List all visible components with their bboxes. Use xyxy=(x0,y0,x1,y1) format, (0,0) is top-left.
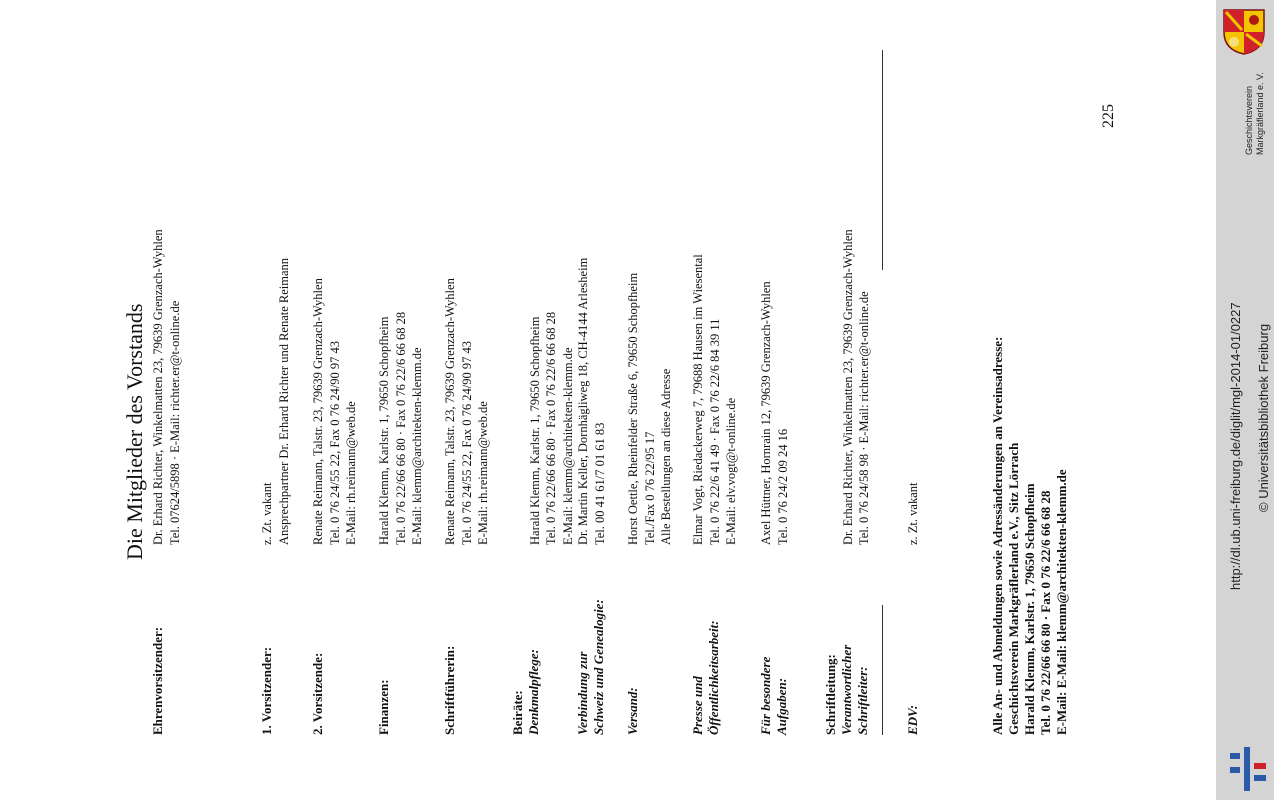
board-role-label xyxy=(823,555,871,735)
board-role-label xyxy=(442,555,458,735)
notice-line: Alle An- und Abmeldungen sowie Adressänderungen an Vereinsadresse: xyxy=(990,336,1005,735)
member-contact xyxy=(575,25,608,545)
board-role-label xyxy=(758,555,790,735)
divider-top xyxy=(882,605,883,735)
board-role-label xyxy=(310,555,326,735)
document-url-link[interactable]: http://dl.ub.uni-freiburg.de/diglit/mgl-2014-01/0227 xyxy=(1228,302,1243,590)
verein-name-line1: Geschichtsverein xyxy=(1244,85,1254,155)
role-label-line: Denkmalpflege: xyxy=(526,649,541,735)
contact-line: E-Mail: klemm@architekten-klemm.de xyxy=(560,347,575,545)
role-label-line: Finanzen: xyxy=(376,679,391,735)
contact-line: Horst Oettle, Rheinfelder Straße 6, 79650 Schopfheim xyxy=(626,272,640,545)
board-role-label xyxy=(376,555,392,735)
board-role-label xyxy=(150,555,166,735)
member-contact xyxy=(310,25,360,545)
notice-line: E-Mail: E-Mail: klemm@architekten-klemm.de xyxy=(1054,469,1069,735)
role-label-line: 2. Vorsitzende: xyxy=(310,652,325,735)
page-title: Die Mitglieder des Vorstands xyxy=(122,303,147,560)
role-label-line: 1. Vorsitzender: xyxy=(259,646,274,735)
contact-line xyxy=(823,25,840,545)
contact-line: z. Zt. vakant xyxy=(906,482,920,545)
member-contact xyxy=(376,25,426,545)
role-label-line: Öffentlichkeitsarbeit: xyxy=(706,620,721,735)
verein-crest-logo xyxy=(1220,6,1268,56)
contact-line: z. Zt. vakant xyxy=(260,482,274,545)
role-label-line: Ehrenvorsitzender: xyxy=(150,626,165,735)
copyright-notice: © Universitätsbibliothek Freiburg xyxy=(1256,323,1271,512)
contact-line xyxy=(510,25,527,545)
contact-line: Tel. 0 76 24/55 22, Fax 0 76 24/90 97 43 xyxy=(459,341,474,545)
contact-line: Dr. Erhard Richter, Winkelmatten 23, 79639 Grenzach-Wyhlen xyxy=(840,229,855,545)
contact-line: Harald Klemm, Karlstr. 1, 79650 Schopfheim xyxy=(377,316,391,545)
contact-line: Tel. 0 76 24/58 98 · E-Mail: richter.er@t-online.de xyxy=(857,291,871,545)
member-contact xyxy=(625,25,675,545)
board-role-label xyxy=(625,555,641,735)
role-label-line: Für besondere xyxy=(758,656,773,735)
verein-name xyxy=(1244,72,1266,155)
member-contact xyxy=(442,25,492,545)
member-contact xyxy=(823,25,873,545)
role-label-line: Schriftleitung: xyxy=(823,654,838,735)
contact-line: E-Mail: elv.vogt@t-online.de xyxy=(724,397,738,545)
contact-line: Tel. 00 41 61/7 01 61 83 xyxy=(592,422,607,545)
member-contact xyxy=(758,25,791,545)
role-label-line: Verantwortlicher xyxy=(839,644,854,735)
board-role-label xyxy=(690,555,722,735)
notice-line: Tel. 0 76 22/66 66 80 · Fax 0 76 22/6 66 68 28 xyxy=(1038,490,1053,735)
notice-line: Harald Klemm, Karlstr. 1, 79650 Schopfheim xyxy=(1022,483,1037,735)
contact-line: Alle Bestellungen an diese Adresse xyxy=(659,368,673,545)
contact-line: Tel. 0 76 24/55 22, Fax 0 76 24/90 97 43 xyxy=(327,341,342,545)
role-label-line: Versand: xyxy=(625,687,640,735)
ub-freiburg-logo xyxy=(1228,745,1268,793)
role-label-line: Verbindung zur xyxy=(575,651,590,735)
member-contact xyxy=(510,25,576,545)
role-label-line: Schriftleiter: xyxy=(855,666,870,735)
address-notice xyxy=(990,135,1070,735)
board-role-label xyxy=(510,555,542,735)
member-contact xyxy=(905,25,922,545)
contact-line: Renate Reimann, Talstr. 23, 79639 Grenzach-Wyhlen xyxy=(311,278,325,545)
board-role-label xyxy=(905,555,921,735)
contact-line: E-Mail: rh.reimann@web.de xyxy=(476,401,490,545)
role-label-line: Aufgaben: xyxy=(774,677,789,735)
role-label-line: EDV: xyxy=(905,704,920,735)
contact-line: Ansprechpartner Dr. Erhard Richter und Renate Reimann xyxy=(276,257,291,545)
contact-line: Axel Hüttner, Hornrain 12, 79639 Grenzach-Wyhlen xyxy=(759,281,773,545)
contact-line: Renate Reimann, Talstr. 23, 79639 Grenzach-Wyhlen xyxy=(443,278,457,545)
contact-line: Tel. 0 76 22/66 66 80 · Fax 0 76 22/6 66 68 28 xyxy=(393,311,408,545)
contact-line: Dr. Martin Keller, Dornhägliweg 18, CH-4144 Arlesheim xyxy=(576,257,590,545)
contact-line: Harald Klemm, Karlstr. 1, 79650 Schopfheim xyxy=(527,316,542,545)
notice-line: Geschichtsverein Markgräflerland e.V., Sitz Lörrach xyxy=(1006,442,1021,735)
contact-line: Tel. 0 76 24/2 09 24 16 xyxy=(775,428,790,545)
contact-line: Elmar Vogt, Riedackerweg 7, 79688 Hausen im Wiesental xyxy=(691,254,705,545)
role-label-line: Schriftführerin: xyxy=(442,645,457,735)
verein-name-line2: Markgräflerland e. V. xyxy=(1255,72,1265,155)
contact-line: E-Mail: rh.reimann@web.de xyxy=(344,401,358,545)
role-label-line: Presse und xyxy=(690,676,705,735)
board-role-label xyxy=(575,555,607,735)
page-number: 225 xyxy=(1100,104,1117,128)
contact-line: Tel. 0 76 22/66 66 80 · Fax 0 76 22/6 66 68 28 xyxy=(544,311,558,545)
board-role-label xyxy=(259,555,275,735)
member-contact xyxy=(259,25,292,545)
member-contact xyxy=(150,25,183,545)
contact-line: E-Mail: klemm@architekten-klemm.de xyxy=(410,347,424,545)
contact-line: Tel./Fax 0 76 22/95 17 xyxy=(642,431,657,545)
role-label-line: Schweiz und Genealogie: xyxy=(591,599,606,735)
divider-bottom xyxy=(882,50,883,270)
member-contact xyxy=(690,25,740,545)
role-label-line: Beiräte: xyxy=(510,690,525,735)
contact-line: Tel. 07624/5898 · E-Mail: richter.er@t-online.de xyxy=(167,300,182,545)
contact-line: Tel. 0 76 22/6 41 49 · Fax 0 76 22/6 84 39 11 xyxy=(707,318,722,545)
contact-line: Dr. Erhard Richter, Winkelmatten 23, 79639 Grenzach-Wyhlen xyxy=(151,229,165,545)
